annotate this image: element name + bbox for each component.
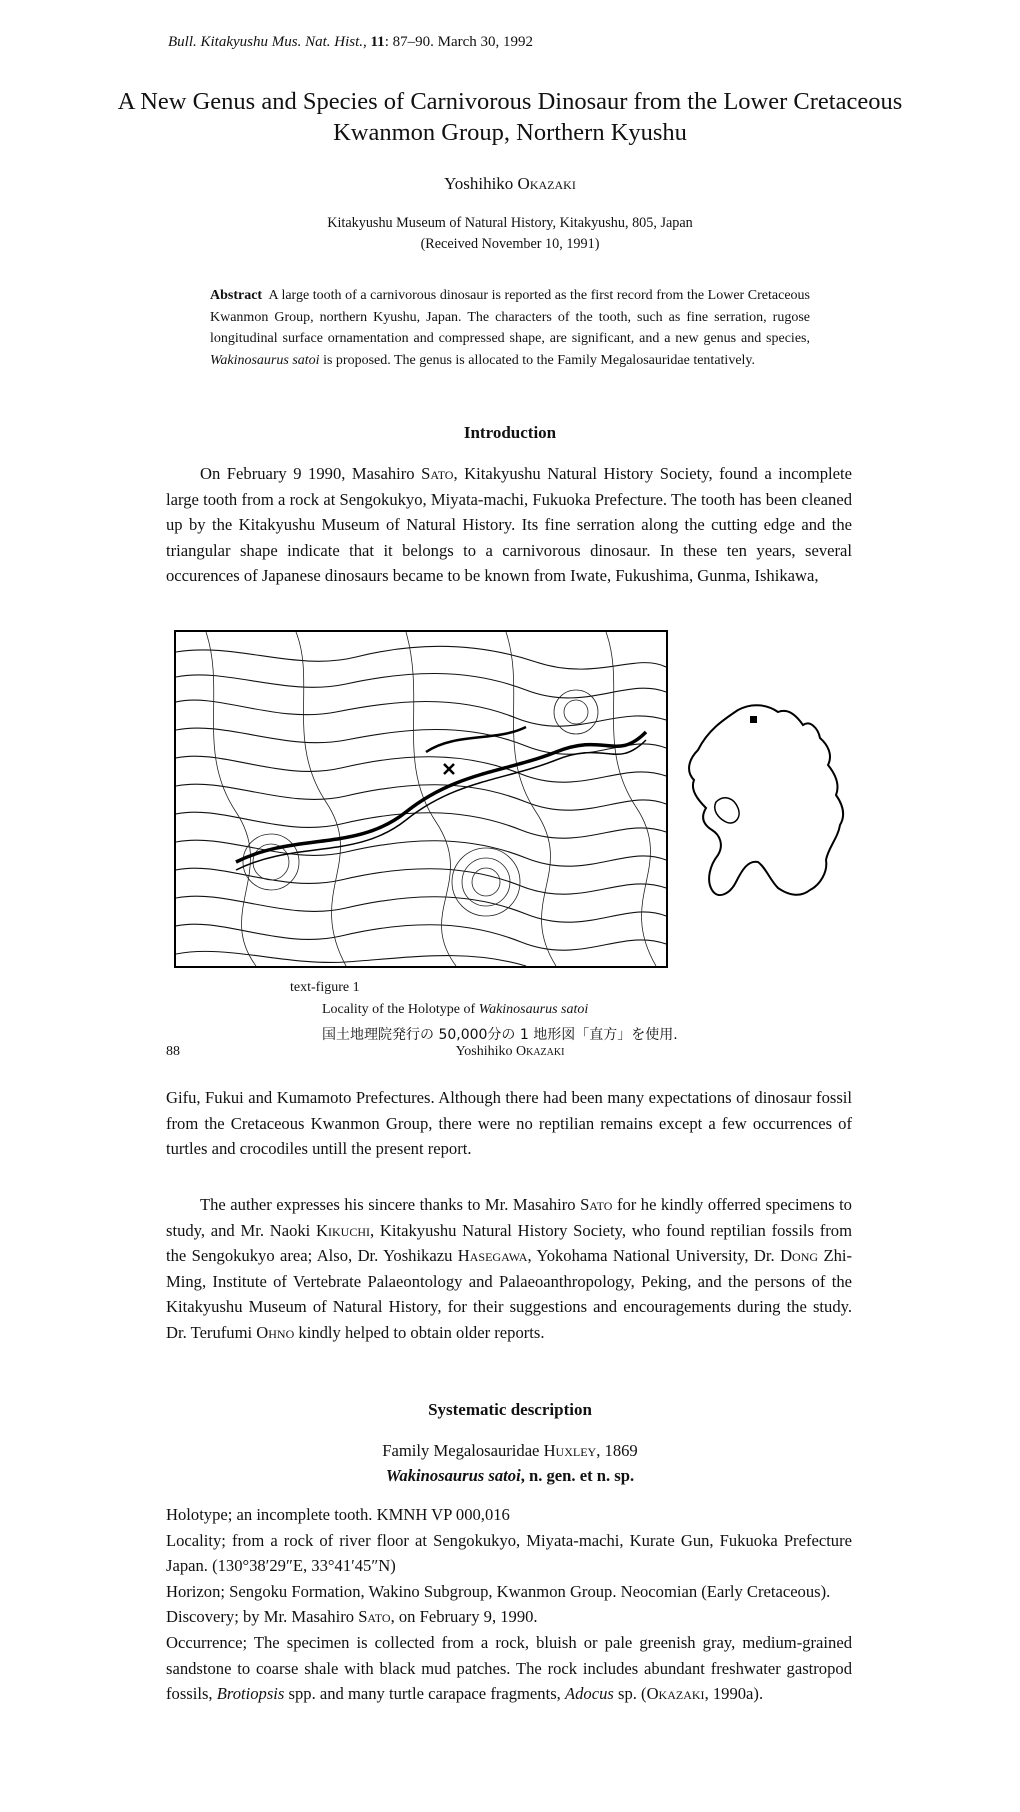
author-name: Yoshihiko Okazaki	[444, 174, 576, 193]
kyushu-outline-map	[678, 690, 854, 912]
affiliation: Kitakyushu Museum of Natural History, Kitakyushu, 805, Japan	[327, 215, 693, 231]
acknowledgement-paragraph: The auther expresses his sincere thanks to Mr. Masahiro Sato for he kindly offerred specimens to study, and Mr. Naoki Kikuchi, Kitakyushu Natural History Society, who found reptilian fossils from the Sengokukyo area; Also, Dr. Yoshikazu Hasegawa, Yokohama National University, Dr. Dong Zhi-Ming, Institute of Vertebrate Palaeontology and Palaeoanthropology, Peking, and the persons of the Kitakyushu Museum of Natural History, for their suggestions and encouragements during the study. Dr. Terufumi Ohno kindly helped to obtain older reports.	[166, 1195, 853, 1342]
paper-title: A New Genus and Species of Carnivorous Dinosaur from the Lower Cretaceous Kwanmon Group, Northern Kyushu	[117, 88, 903, 146]
running-header: Bull. Kitakyushu Mus. Nat. Hist., 11: 87–90. March 30, 1992	[168, 34, 534, 50]
page-number: 88	[166, 1044, 180, 1059]
affiliation-block	[100, 213, 920, 255]
topographic-map-figure	[174, 630, 668, 968]
continuation-paragraph: Gifu, Fukui and Kumamoto Prefectures. Although there had been many expectations of dinosaur fossil from the Cretaceous Kwanmon Group, there were no reptilian remains except a few occurrences of turtles and crocodiles untill the present report.	[166, 1088, 852, 1159]
abstract-label: Abstract	[210, 288, 263, 303]
introduction-paragraph: On February 9 1990, Masahiro Sato, Kitakyushu Natural History Society, found a incomplete large tooth from a rock at Sengokukyo, Miyata-machi, Fukuoka Prefecture. The tooth has been cleaned up by the Kitakyushu Museum of Natural History. Its fine serration along the cutting edge and the triangular shape indicate that it belongs to a carnivorous dinosaur. In these ten years, several occurences of Japanese dinosaurs became to be known from Iwate, Fukushima, Gunma, Ishikawa,	[166, 464, 852, 586]
abstract: Abstract A large tooth of a carnivorous dinosaur is reported as the first record from the Lower Cretaceous Kwanmon Group, northern Kyushu, Japan. The characters of the tooth, such as fine serration, rugose longitudinal surface ornamentation and compressed shape, are significant, and a new genus and species, Wakinosaurus satoi is proposed. The genus is allocated to the Family Megalosauridae tentatively.	[210, 288, 810, 368]
figure-label: text-figure 1	[290, 980, 360, 995]
systematic-heading: Systematic description	[428, 1400, 592, 1419]
taxonomy-block	[100, 1438, 920, 1488]
introduction-heading: Introduction	[463, 423, 557, 442]
family-name: Family Megalosauridae Huxley, 1869	[382, 1441, 638, 1460]
discovery-entry: Discovery; by Mr. Masahiro Sato, on February 9, 1990.	[166, 1607, 538, 1627]
horizon-entry: Horizon; Sengoku Formation, Wakino Subgroup, Kwanmon Group. Neocomian (Early Cretaceous).	[166, 1581, 831, 1601]
figure-caption: Locality of the Holotype of Wakinosaurus satoi	[322, 1002, 589, 1017]
species-name: Wakinosaurus satoi, n. gen. et n. sp.	[385, 1466, 635, 1485]
occurrence-entry: Occurrence; The specimen is collected from a rock, bluish or pale greenish gray, medium-grained sandstone to coarse shale with black mud patches. The rock includes abundant freshwater gastropod fossils, Brotiopsis spp. and many turtle carapace fragments, Adocus sp. (Okazaki, 1990a).	[166, 1632, 852, 1704]
received-date: (Received November 10, 1991)	[420, 236, 600, 252]
figure-caption-japanese: 国土地理院発行の 50,000分の 1 地形図「直方」を使用.	[322, 1027, 678, 1043]
running-author: Yoshihiko Okazaki	[455, 1044, 565, 1059]
topographic-map-drawing	[176, 632, 666, 966]
description-entries	[166, 1502, 852, 1707]
holotype-entry: Holotype; an incomplete tooth. KMNH VP 000,016	[166, 1505, 510, 1524]
locality-entry: Locality; from a rock of river floor at Sengokukyo, Miyata-machi, Kurate Gun, Fukuoka Prefecture Japan. (130°38′29″E, 33°41′45″N)	[166, 1530, 852, 1576]
